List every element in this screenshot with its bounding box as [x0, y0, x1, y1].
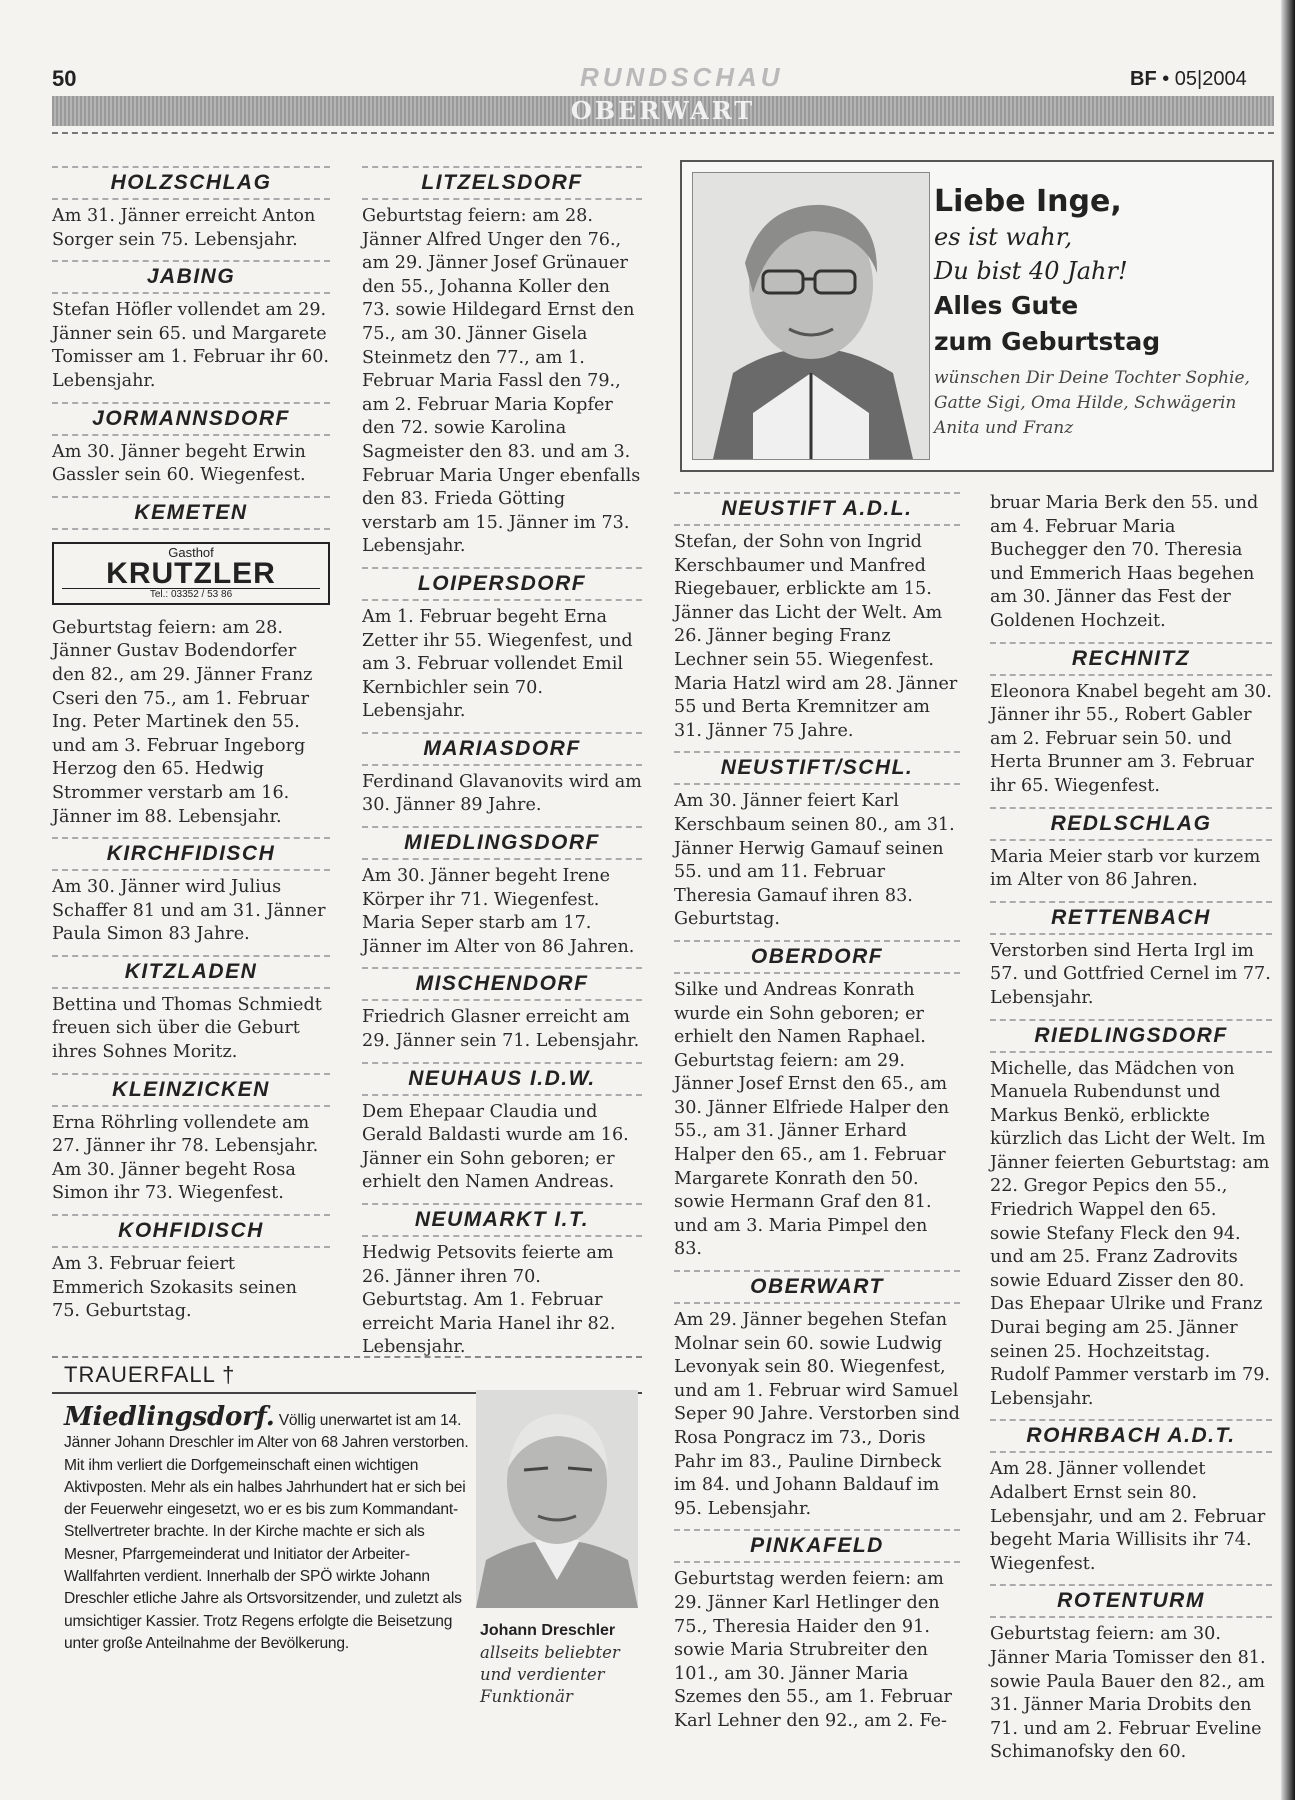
entry-text: Silke und Andreas Konrath wurde ein Sohn geboren; er erhielt den Namen Raphael. Geburtstag feiern: am 29. Jänner Josef Ernst den 65., am 30. Jänner Elfriede Halper den 55., am 31. Jänner Erhard Halper den 65., am 1. Februar Margarete Konrath den 50. sowie Hermann Graf den 81. und am 3. Maria Pimpel den 83. — [674, 979, 950, 1260]
section-heading: KIRCHFIDISCH — [52, 837, 330, 871]
entry-text: Michelle, das Mädchen von Manuela Rubendunst und Markus Benkö, erblickte kürzlich das Licht der Welt. Im Jänner feierten Geburtstag: am 22. Gregor Pepics den 55., Friedrich Wappel den 65. sowie Stefany Fleck den 94. und am 25. Franz Zadrovits sowie Eduard Zisser den 80. Das Ehepaar Ulrike und Franz Durai beging am 25. Jänner seinen 25. Hochzeitstag. Rudolf Pammer verstarb im 79. Lebensjahr. — [990, 1058, 1270, 1409]
section-heading: ROTENTURM — [990, 1584, 1272, 1618]
trauerfall-heading: TRAUERFALL † — [52, 1356, 642, 1394]
entry-text: Am 28. Jänner vollendet Adalbert Ernst sein 80. Lebensjahr, und am 2. Februar begeht Maria Willisits ihr 74. Wiegenfest. — [990, 1459, 1266, 1574]
magazine-title: RUNDSCHAU — [580, 62, 784, 92]
section-heading: OBERDORF — [674, 940, 960, 974]
entry-text: Am 1. Februar begeht Erna Zetter ihr 55. Wiegenfest, und am 3. Februar vollendet Emil Kernbichler sein 70. Lebensjahr. — [362, 606, 633, 722]
ad-line2: KRUTZLER — [106, 556, 276, 590]
entry-text: Am 3. Februar feiert Emmerich Szokasits seinen 75. Geburtstag. — [52, 1254, 297, 1322]
ad-line3: Tel.: 03352 / 53 86 — [62, 588, 320, 600]
entry-text: Geburtstag feiern: am 28. Jänner Alfred Unger den 76., am 29. Jänner Josef Grünauer den 55., Johanna Koller den 73. sowie Hildegard Ernst den 75., am 30. Jänner Gisela Steinmetz den 77., am 1. Februar Maria Fassl den 79., am 2. Februar Maria Kopfer den 72. sowie Karolina Sagmeister den 83. und am 3. Februar Maria Unger ebenfalls den 83. Frieda Götting verstarb am 15. Jänner im 73. Lebensjahr. — [362, 206, 641, 557]
page-edge-shadow — [1281, 0, 1295, 1800]
woman-portrait-image — [693, 173, 929, 459]
section-heading: NEUSTIFT/SCHL. — [674, 751, 960, 785]
greeting-signoff: wünschen Dir Deine Tochter Sophie, Gatte Sigi, Oma Hilde, Schwägerin Anita und Franz — [934, 368, 1250, 438]
entry-text: Friedrich Glasner erreicht am 29. Jänner sein 71. Lebensjahr. — [362, 1007, 640, 1052]
greeting-line-1: Liebe Inge, — [934, 184, 1122, 219]
section-heading: LOIPERSDORF — [362, 567, 642, 601]
section-heading: RIEDLINGSDORF — [990, 1019, 1272, 1053]
column-1 — [52, 166, 330, 1324]
entry-text: Erna Röhrling vollendete am 27. Jänner ihr 78. Lebensjahr. Am 30. Jänner begeht Rosa Simon ihr 73. Wiegenfest. — [52, 1112, 319, 1204]
section-title: OBERWART — [570, 96, 756, 125]
greeting-line-5: zum Geburtstag — [934, 327, 1161, 356]
greeting-line-3: Du bist 40 Jahr! — [934, 257, 1128, 285]
entry-text: Ferdinand Glavanovits wird am 30. Jänner 89 Jahre. — [362, 771, 642, 816]
dreschler-photo — [476, 1390, 638, 1608]
caption-description: allseits beliebter und verdienter Funktionär — [480, 1643, 620, 1706]
page-number: 50 — [52, 66, 77, 91]
issue-brand: BF — [1130, 68, 1157, 90]
section-heading: NEUMARKT I.T. — [362, 1203, 642, 1237]
section-heading: KOHFIDISCH — [52, 1214, 330, 1248]
column-3 — [674, 492, 960, 1734]
entry-text: Geburtstag werden feiern: am 29. Jänner Karl Hetlinger den 75., Theresia Haider den 91. sowie Maria Strubreiter den 101., am 30. Jänner Maria Szemes den 55., am 1. Februar Karl Lehner den 92., am 2. Fe- — [674, 1569, 952, 1731]
greeting-line-2: es ist wahr, — [934, 223, 1073, 251]
issue-info — [1130, 68, 1247, 91]
entry-text: Verstorben sind Herta Irgl im 57. und Gottfried Cernel im 77. Lebensjahr. — [990, 940, 1271, 1008]
section-heading: KLEINZICKEN — [52, 1073, 330, 1107]
section-heading: JORMANNSDORF — [52, 402, 330, 436]
section-heading: HOLZSCHLAG — [52, 166, 330, 200]
ad-line1: Gasthof — [168, 544, 214, 560]
entry-text: Dem Ehepaar Claudia und Gerald Baldasti wurde am 16. Jänner ein Sohn geboren; er erhielt den Namen Andreas. — [362, 1101, 629, 1193]
section-heading: NEUHAUS I.D.W. — [362, 1062, 642, 1096]
column-4 — [990, 492, 1272, 1765]
section-heading: MARIASDORF — [362, 732, 642, 766]
section-heading: LITZELSDORF — [362, 166, 642, 200]
section-heading: KEMETEN — [52, 496, 330, 530]
column-2 — [362, 166, 642, 1360]
entry-text: Am 29. Jänner begehen Stefan Molnar sein 60. sowie Ludwig Levonyak sein 80. Wiegenfest, und am 1. Februar wird Samuel Seper 90 Jahre. Verstorben sind Rosa Pongracz im 73., Doris Pahr im 83., Pauline Dirnbeck im 84. und Johann Baldauf im 95. Lebensjahr. — [674, 1310, 960, 1519]
section-heading: KITZLADEN — [52, 955, 330, 989]
entry-text: Maria Meier starb vor kurzem im Alter von 86 Jahren. — [990, 846, 1261, 891]
section-heading: RETTENBACH — [990, 901, 1272, 935]
trauerfall-article — [64, 1402, 469, 1655]
entry-text: Am 30. Jänner wird Julius Schaffer 81 und am 31. Jänner Paula Simon 83 Jahre. — [52, 877, 326, 945]
section-heading: JABING — [52, 260, 330, 294]
section-heading: MISCHENDORF — [362, 967, 642, 1001]
section-heading: RECHNITZ — [990, 642, 1272, 676]
section-heading: MIEDLINGSDORF — [362, 826, 642, 860]
entry-text: Hedwig Petsovits feierte am 26. Jänner ihren 70. Geburtstag. Am 1. Februar erreicht Maria Hanel ihr 82. Lebensjahr. — [362, 1243, 616, 1358]
entry-text: Am 30. Jänner feiert Karl Kerschbaum seinen 80., am 31. Jänner Herwig Gamauf seinen 55. und am 11. Februar Theresia Gamauf ihren 83. Geburtstag. — [674, 791, 955, 930]
photo-caption — [480, 1620, 645, 1708]
entry-text: Eleonora Knabel begeht am 30. Jänner ihr 55., Robert Gabler am 2. Februar sein 50. und Herta Brunner am 3. Februar ihr 65. Wiegenfest. — [990, 681, 1272, 796]
entry-text: Am 31. Jänner erreicht Anton Sorger sein 75. Lebensjahr. — [52, 206, 316, 250]
caption-name: Johann Dreschler — [480, 1622, 616, 1639]
section-heading: PINKAFELD — [674, 1529, 960, 1563]
section-heading: OBERWART — [674, 1270, 960, 1304]
section-band — [52, 96, 1274, 126]
trauerfall-text: Völlig unerwartet ist am 14. Jänner Johann Dreschler im Alter von 68 Jahren verstorben. Mit ihm verliert die Dorfgemeinschaft einen wichtigen Aktivposten. Mehr als ein halbes Jahrhundert hat er sich bei der Feuerwehr eingesetzt, wo er es bis zum Kommandant-Stellvertreter brachte. In der Kirche machte er sich als Mesner, Pfarrgemeinderat und Initiator der Arbeiter-Wallfahrten verdient. Innerhalb der SPÖ wirkte Johann Dreschler etliche Jahre als Ortsvorsitzender, und zuletzt als umsichtiger Kassier. Trotz Regens erfolgte die Beisetzung unter große Anteilnahme der Bevölkerung. — [64, 1412, 469, 1652]
issue-date: • 05|2004 — [1162, 68, 1247, 90]
birthday-greeting-box — [680, 160, 1274, 472]
entry-text: Geburtstag feiern: am 28. Jänner Gustav Bodendorfer den 82., am 29. Jänner Franz Cseri den 75., am 1. Februar Ing. Peter Martinek den 55. und am 3. Februar Ingeborg Herzog den 65. Hedwig Strommer verstarb am 16. Jänner im 88. Lebensjahr. — [52, 617, 313, 827]
inge-photo — [692, 172, 930, 460]
man-portrait-image — [476, 1390, 638, 1608]
entry-text: Bettina und Thomas Schmiedt freuen sich über die Geburt ihres Sohnes Moritz. — [52, 994, 322, 1063]
greeting-text — [934, 184, 1264, 441]
greeting-line-4: Alles Gute — [934, 291, 1079, 320]
section-heading: NEUSTIFT A.D.L. — [674, 492, 960, 526]
entry-text: Geburtstag feiern: am 30. Jänner Maria Tomisser den 81. sowie Paula Bauer den 82., am 31. Jänner Maria Drobits den 71. und am 2. Februar Eveline Schimanofsky den 60. — [990, 1624, 1266, 1763]
entry-text: Stefan Höfler vollendet am 29. Jänner sein 65. und Margarete Tomisser am 1. Februar ihr 60. Lebensjahr. — [52, 300, 329, 391]
entry-text: bruar Maria Berk den 55. und am 4. Februar Maria Buchegger den 70. Theresia und Emmerich Haas begehen am 30. Jänner das Fest der Goldenen Hochzeit. — [990, 493, 1259, 631]
entry-text: Am 30. Jänner begeht Irene Körper ihr 71. Wiegenfest. Maria Seper starb am 17. Jänner im Alter von 86 Jahren. — [362, 866, 635, 957]
trauerfall-lead: Miedlingsdorf. — [64, 1402, 275, 1432]
entry-text: Stefan, der Sohn von Ingrid Kerschbaumer und Manfred Riegebauer, erblickte am 15. Jänner das Licht der Welt. Am 26. Jänner beging Franz Lechner sein 55. Wiegenfest. Maria Hatzl wird am 28. Jänner 55 und Berta Kremnitzer am 31. Jänner 75 Jahre. — [674, 532, 958, 741]
section-heading: REDLSCHLAG — [990, 807, 1272, 841]
section-heading: ROHRBACH A.D.T. — [990, 1419, 1272, 1453]
entry-text: Am 30. Jänner begeht Erwin Gassler sein 60. Wiegenfest. — [52, 441, 306, 486]
header-divider — [52, 132, 1274, 134]
gasthof-krutzler-ad — [52, 542, 330, 605]
